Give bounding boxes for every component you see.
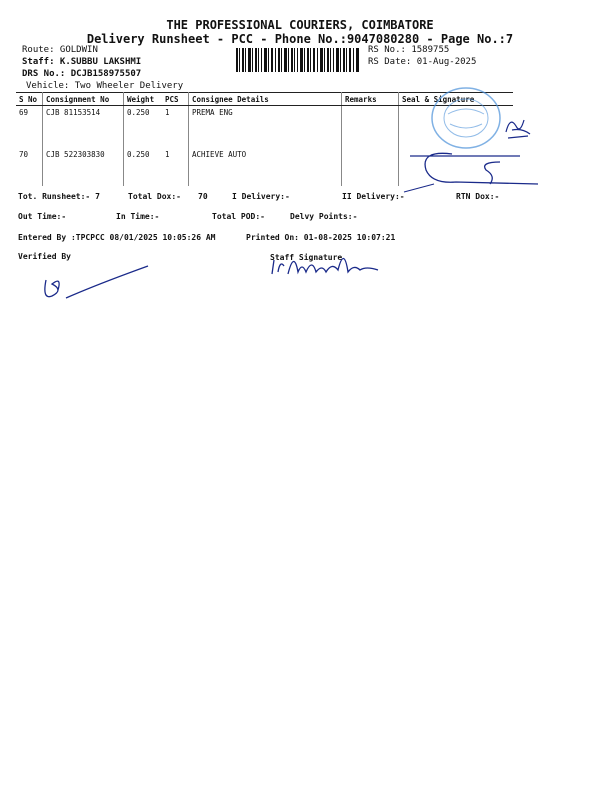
seal-stamp [428, 84, 508, 154]
in-time: In Time:- [116, 212, 160, 221]
rs-number: RS No.: 1589755 [368, 45, 450, 55]
cell-remarks [342, 106, 399, 149]
rtn-dox: RTN Dox:- [456, 192, 500, 201]
col-consignment: Consignment No [43, 93, 124, 106]
cell-weight: 0.250 [127, 108, 150, 117]
document-title: THE PROFESSIONAL COURIERS, COIMBATORE [166, 18, 434, 32]
staff-signature-label: Staff Signature [270, 253, 343, 262]
cell-weight: 0.250 [127, 150, 150, 159]
drs-number: DRS No.: DCJB158975507 [22, 69, 142, 79]
row1-signature [500, 112, 536, 142]
cell-consignee: PREMA ENG [189, 106, 342, 149]
cell-consignment: CJB 522303830 [43, 148, 124, 186]
ii-delivery: II Delivery:- [342, 192, 405, 201]
vehicle-label: Vehicle: Two Wheeler Delivery [26, 81, 184, 91]
cell-consignee: ACHIEVE AUTO [189, 148, 342, 186]
rs-date: RS Date: 01-Aug-2025 [368, 57, 477, 67]
out-time: Out Time:- [18, 212, 67, 221]
col-pcs: PCS [162, 93, 189, 106]
col-sno: S No [16, 93, 43, 106]
cell-sno: 69 [16, 106, 43, 149]
total-pod: Total POD:- [212, 212, 265, 221]
cell-remarks [342, 148, 399, 186]
col-weight: Weight [124, 93, 163, 106]
row2-signature [400, 148, 540, 194]
delvy-points: Delvy Points:- [290, 212, 358, 221]
col-remarks: Remarks [342, 93, 399, 106]
cell-pcs: 1 [162, 106, 189, 149]
barcode [236, 48, 360, 72]
col-seal-signature: Seal & Signature [399, 93, 514, 106]
document-subtitle: Delivery Runsheet - PCC - Phone No.:9047080280 - Page No.:7 [86, 32, 514, 46]
total-dox-value: 70 [198, 192, 208, 201]
verified-by-signature [38, 262, 154, 304]
entered-by: Entered By :TPCPCC 08/01/2025 10:05:26 AM [18, 233, 216, 242]
tot-runsheet: Tot. Runsheet:- 7 [18, 192, 100, 201]
staff-label: Staff: K.SUBBU LAKSHMI [22, 57, 142, 67]
cell-sno: 70 [16, 148, 43, 186]
col-consignee: Consignee Details [189, 93, 342, 106]
cell-pcs: 1 [162, 148, 189, 186]
i-delivery: I Delivery:- [232, 192, 290, 201]
staff-signature [268, 244, 388, 284]
printed-on: Printed On: 01-08-2025 10:07:21 [246, 233, 396, 242]
cell-consignment: CJB 81153514 [43, 106, 124, 149]
route-label: Route: GOLDWIN [22, 45, 98, 55]
verified-by-label: Verified By [18, 252, 71, 261]
total-dox-label: Total Dox:- [128, 192, 181, 201]
